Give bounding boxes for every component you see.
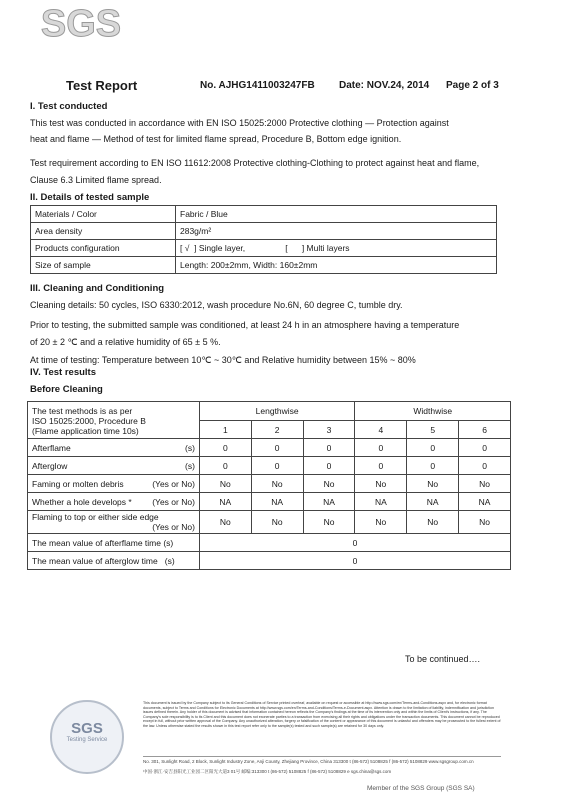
table-header-row [28, 402, 511, 421]
sample-details-table [30, 205, 497, 274]
row-label: Products configuration [31, 240, 176, 257]
table-cell: No [303, 475, 355, 493]
section-sample-details-heading: II. Details of tested sample [30, 192, 150, 203]
test-requirement-line1: Test requirement according to EN ISO 11612:2008 Protective clothing-Clothing to protect against heat and flame, [30, 158, 480, 168]
section-results-heading: IV. Test results [30, 367, 97, 378]
sgs-seal [50, 700, 124, 774]
row-value: [ √ ] Single layer, [ ] Multi layers [176, 240, 497, 257]
row-label: Materials / Color [31, 206, 176, 223]
table-cell: No [407, 511, 459, 534]
table-cell: No [251, 475, 303, 493]
row-label-unit: (Yes or No) [152, 478, 195, 489]
row-label: The mean value of afterflame time (s) [28, 534, 200, 552]
row-label [28, 439, 200, 457]
table-cell: NA [199, 493, 251, 511]
column-header: 5 [407, 421, 459, 439]
column-header: 1 [199, 421, 251, 439]
table-row [28, 511, 511, 534]
sgs-logo [40, 2, 122, 44]
table-row [28, 457, 511, 475]
method-line3: (Flame application time 10s) [32, 425, 139, 436]
row-label: Area density [31, 223, 176, 240]
cleaning-details: Cleaning details: 50 cycles, ISO 6330:2012, wash procedure No.6N, 60 degree C, tumble dry. [30, 300, 403, 310]
page-number: Page 2 of 3 [446, 80, 499, 91]
table-cell: 0 [251, 439, 303, 457]
table-cell: No [459, 511, 511, 534]
mean-afterflame-value: 0 [199, 534, 510, 552]
address-chinese: 中国·浙江·安吉县阳光工业园二区阳光大道3 01号 邮编:313300 t (86-572) 5108825 f (86-572) 5108829 e sgs.china@sgs.com [143, 769, 392, 774]
table-cell: No [199, 475, 251, 493]
table-row [28, 552, 511, 570]
table-cell: 0 [199, 457, 251, 475]
table-cell: 0 [459, 439, 511, 457]
row-label: Size of sample [31, 257, 176, 274]
row-label-text: Whether a hole develops * [32, 496, 132, 507]
row-value: Fabric / Blue [176, 206, 497, 223]
table-cell: 0 [355, 439, 407, 457]
before-cleaning-heading: Before Cleaning [30, 384, 103, 395]
continued-note: To be continued…. [405, 654, 481, 664]
table-cell: No [355, 511, 407, 534]
table-cell: 0 [303, 439, 355, 457]
seal-logo-text: SGS [71, 720, 103, 737]
seal-subtext: Testing Service [66, 737, 108, 743]
table-cell: 0 [355, 457, 407, 475]
method-line2: ISO 15025:2000, Procedure B [32, 415, 146, 426]
table-cell: 0 [303, 457, 355, 475]
column-header: 6 [459, 421, 511, 439]
testing-conditions: At time of testing: Temperature between 10℃ ~ 30℃ and Relative humidity between 15% ~ 80% [30, 355, 416, 365]
table-row [28, 493, 511, 511]
table-row [28, 439, 511, 457]
row-value: 283g/m² [176, 223, 497, 240]
svg-text:SGS: SGS [40, 3, 122, 44]
table-cell: No [407, 475, 459, 493]
table-cell: 0 [199, 439, 251, 457]
test-conducted-line2: heat and flame — Method of test for limited flame spread, Procedure B, Bottom edge ignition. [30, 134, 402, 144]
address-english: No. 301, Sunlight Road, 2 Block, Sunlight Industry Zone, Anji County, Zhejiang Province, China 313300 t (86-572) 5108825 f (86-572) 5108829 www.sgsgroup.com.cn [143, 759, 474, 764]
row-label [28, 457, 200, 475]
table-row [28, 534, 511, 552]
row-label-text: Afterflame [32, 442, 71, 453]
method-line1: The test methods is as per [32, 405, 133, 416]
conditioning-line2: of 20 ± 2 ℃ and a relative humidity of 65 ± 5 %. [30, 337, 221, 347]
report-number: No. AJHG1411003247FB [200, 80, 315, 91]
column-header: 3 [303, 421, 355, 439]
table-row [31, 240, 497, 257]
row-label-unit: (s) [184, 442, 195, 453]
conditioning-line1: Prior to testing, the submitted sample was conditioned, at least 24 h in an atmosphere having a temperature [30, 320, 460, 330]
table-cell: NA [251, 493, 303, 511]
table-cell: NA [459, 493, 511, 511]
footer-divider [143, 756, 501, 757]
column-header: 4 [355, 421, 407, 439]
row-value: Length: 200±2mm, Width: 160±2mm [176, 257, 497, 274]
table-row [28, 475, 511, 493]
method-header-cell [28, 402, 200, 439]
table-cell: 0 [407, 439, 459, 457]
section-cleaning-heading: III. Cleaning and Conditioning [30, 283, 165, 294]
row-label [28, 511, 200, 534]
table-cell: NA [407, 493, 459, 511]
test-conducted-line1: This test was conducted in accordance with EN ISO 15025:2000 Protective clothing — Protection against [30, 118, 449, 128]
widthwise-header: Widthwise [355, 402, 511, 421]
lengthwise-header: Lengthwise [199, 402, 355, 421]
report-date: Date: NOV.24, 2014 [339, 80, 430, 91]
mean-afterglow-value: 0 [199, 552, 510, 570]
report-title: Test Report [66, 78, 138, 93]
table-cell: No [303, 511, 355, 534]
column-header: 2 [251, 421, 303, 439]
row-label [28, 475, 200, 493]
row-label-text: Faming or molten debris [32, 478, 124, 489]
table-cell: NA [355, 493, 407, 511]
table-cell: 0 [251, 457, 303, 475]
table-row [31, 223, 497, 240]
row-label-text: Afterglow [32, 460, 68, 471]
table-cell: 0 [407, 457, 459, 475]
table-cell: No [355, 475, 407, 493]
table-cell: No [251, 511, 303, 534]
test-requirement-line2: Clause 6.3 Limited flame spread. [30, 175, 162, 185]
row-label-unit: (Yes or No) [152, 496, 195, 507]
row-label: The mean value of afterglow time (s) [28, 552, 200, 570]
member-note: Member of the SGS Group (SGS SA) [367, 785, 475, 792]
results-table [27, 401, 511, 570]
section-test-conducted-heading: I. Test conducted [30, 101, 108, 112]
terms-fine-print: This document is issued by the Company subject to its General Conditions of Service printed overleaf, available on request or accessible at http://www.sgs.com/en/Terms-and-Conditions.aspx and, for electronic format documents, subject to Terms and Conditions for Electronic Documents at http://www.sgs.com/en/Terms-and-Conditions/Terms-e-Document.aspx. Attention is drawn to the limitation of liability, indemnification and jurisdiction issues defined therein. Any holder of this document is advised that information contained hereon reflects the Company's findings at the time of its intervention only and within the limits of Client's instructions, if any. The Company's sole responsibility is to its Client and this document does not exonerate parties to a transaction from exercising all their rights and obligations under the transaction documents. This document cannot be reproduced except in full, without prior written approval of the Company. Any unauthorized alteration, forgery or falsification of the content or appearance of this document is unlawful and offenders may be prosecuted to the fullest extent of the law. Unless otherwise stated the results shown in this test report refer only to the sample(s) tested and such sample(s) are retained for 30 days only. [143, 701, 501, 728]
row-label-unit: (s) [184, 460, 195, 471]
row-label-unit: (Yes or No) [152, 522, 195, 532]
row-label [28, 493, 200, 511]
table-cell: 0 [459, 457, 511, 475]
table-cell: No [199, 511, 251, 534]
row-label-text: Flaming to top or either side edge [32, 512, 159, 522]
table-cell: No [459, 475, 511, 493]
table-row [31, 257, 497, 274]
table-cell: NA [303, 493, 355, 511]
table-row [31, 206, 497, 223]
